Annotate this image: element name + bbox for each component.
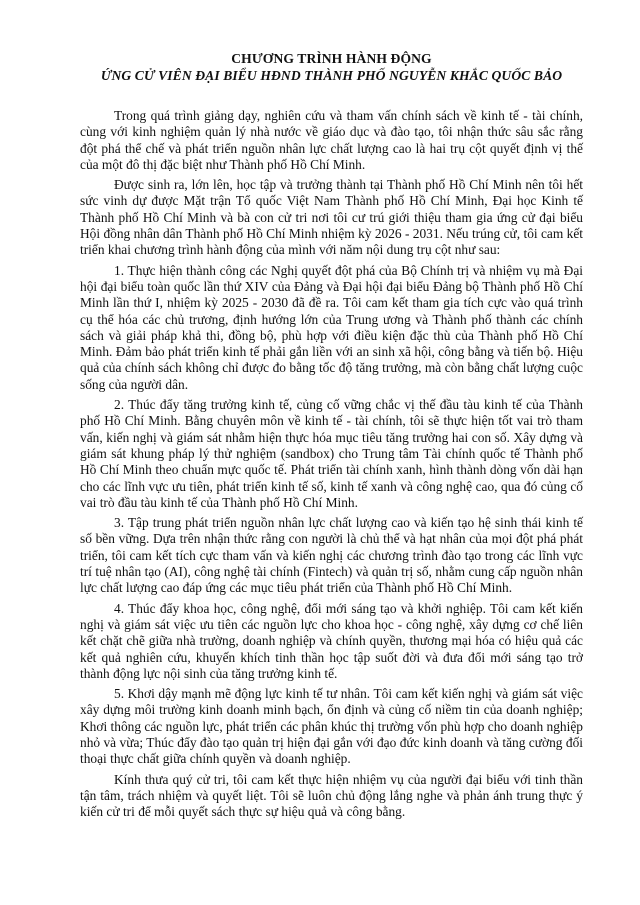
pillar-5-paragraph: 5. Khơi dậy mạnh mẽ động lực kinh tế tư nhân. Tôi cam kết kiến nghị và giám sát việc xây dựng môi trường kinh doanh minh bạch, ổn định và củng cố niềm tin của doanh nghiệp; Khơi thông các nguồn lực, phát triển các phân khúc thị trường vốn phù hợp cho doanh nghiệp nhỏ và vừa; Thúc đẩy đào tạo quản trị hiện đại gắn với đạo đức kinh doanh và tăng cường đối thoại thực chất giữa chính quyền và doanh nghiệp. (80, 686, 583, 767)
intro-paragraph: Trong quá trình giảng dạy, nghiên cứu và tham vấn chính sách về kinh tế - tài chính, cùng với kinh nghiệm quản lý nhà nước về giáo dục và đào tạo, tôi nhận thức sâu sắc rằng đột phá thể chế và phát triển nguồn nhân lực chất lượng cao là hai trụ cột quyết định vị thế của một đô thị đặc biệt như Thành phố Hồ Chí Minh. (80, 108, 583, 172)
closing-paragraph: Kính thưa quý cử tri, tôi cam kết thực hiện nhiệm vụ của người đại biểu với tinh thần tận tâm, trách nhiệm và quyết liệt. Tôi sẽ luôn chủ động lắng nghe và phản ánh trung thực ý kiến cử tri để mỗi quyết sách thực sự hiệu quả và công bằng. (80, 771, 583, 820)
document-title: CHƯƠNG TRÌNH HÀNH ĐỘNG (231, 51, 432, 66)
pillar-4-paragraph: 4. Thúc đẩy khoa học, công nghệ, đổi mới sáng tạo và khởi nghiệp. Tôi cam kết kiến nghị và giám sát việc ưu tiên các nguồn lực cho khoa học - công nghệ, xây dựng cơ chế liên kết chặt chẽ giữa nhà trường, doanh nghiệp và chính quyền, thương mại hóa có hiệu quả các kết quả nghiên cứu, khuyến khích tinh thần học tập suốt đời và đưa đổi mới sáng tạo trở thành động lực nội sinh của tăng trưởng kinh tế. (80, 600, 583, 681)
pillar-3-paragraph: 3. Tập trung phát triển nguồn nhân lực chất lượng cao và kiến tạo hệ sinh thái kinh tế số bền vững. Dựa trên nhận thức rằng con người là chủ thể và hạt nhân của mọi đột phá phát triển, tôi cam kết tích cực tham vấn và kiến nghị các chương trình đào tạo trong các lĩnh vực trí tuệ nhân tạo (AI), công nghệ tài chính (Fintech) và quản trị số, nhằm cung cấp nguồn nhân lực chất lượng cao đáp ứng các mục tiêu phát triển của Thành phố Hồ Chí Minh. (80, 515, 583, 596)
background-paragraph: Được sinh ra, lớn lên, học tập và trưởng thành tại Thành phố Hồ Chí Minh nên tôi hết sức vinh dự được Mặt trận Tổ quốc Việt Nam Thành phố Hồ Chí Minh, Đại học Kinh tế Thành phố Hồ Chí Minh và bà con cử tri nơi tôi cư trú giới thiệu tham gia ứng cử đại biểu Hội đồng nhân dân Thành phố Hồ Chí Minh nhiệm kỳ 2026 - 2031. Nếu trúng cử, tôi cam kết triển khai chương trình hành động của mình với năm nội dung trụ cột như sau: (80, 177, 583, 258)
pillar-2-paragraph: 2. Thúc đẩy tăng trưởng kinh tế, củng cố vững chắc vị thế đầu tàu kinh tế của Thành phố Hồ Chí Minh. Bằng chuyên môn về kinh tế - tài chính, tôi sẽ thực hiện tốt vai trò tham vấn, kiến nghị và giám sát nhằm hiện thực hóa mục tiêu tăng trưởng hai con số. Xây dựng và giám sát khung pháp lý thử nghiệm (sandbox) cho Trung tâm Tài chính quốc tế Thành phố Hồ Chí Minh theo chuẩn mực quốc tế. Phát triển tài chính xanh, hình thành dòng vốn dài hạn cho các lĩnh vực ưu tiên, phát triển kinh tế số, kinh tế xanh và công nghệ cao, qua đó củng cố vai trò đầu tàu kinh tế của Thành phố Hồ Chí Minh. (80, 397, 583, 510)
pillar-1-paragraph: 1. Thực hiện thành công các Nghị quyết đột phá của Bộ Chính trị và nhiệm vụ mà Đại hội đại biểu toàn quốc lần thứ XIV của Đảng và Đại hội đại biểu Đảng bộ Thành phố Hồ Chí Minh lần thứ I, nhiệm kỳ 2025 - 2030 đã đề ra. Tôi cam kết tham gia tích cực vào quá trình cụ thể hóa các chủ trương, định hướng lớn của Trung ương và Thành phố thành các chính sách và giải pháp khả thi, đồng bộ, phù hợp với điều kiện đặc thù của Thành phố Hồ Chí Minh. Đảm bảo phát triển kinh tế phải gắn liền với an sinh xã hội, công bằng và tiến bộ. Hiệu quả của chính sách không chỉ được đo bằng tốc độ tăng trưởng, mà còn bằng chất lượng cuộc sống của người dân. (80, 262, 583, 392)
document-subtitle: ỨNG CỬ VIÊN ĐẠI BIỂU HĐND THÀNH PHỐ NGUYỄN KHẮC QUỐC BẢO (100, 68, 563, 83)
